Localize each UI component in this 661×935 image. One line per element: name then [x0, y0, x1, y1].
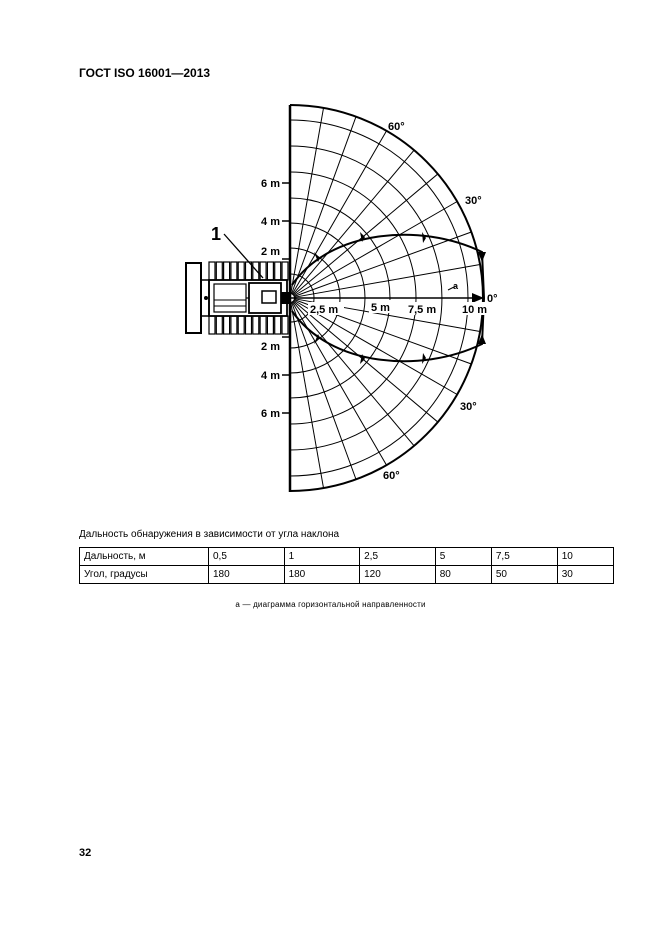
distance-label: 4 m: [261, 216, 280, 228]
track-link: [246, 316, 252, 334]
track-link: [231, 262, 237, 280]
distance-label: 6 m: [261, 408, 280, 420]
table-cell: 10: [557, 548, 613, 566]
table-cell: 120: [360, 566, 436, 584]
grid-ray: [291, 302, 356, 480]
grid-ray: [291, 117, 356, 295]
table-row: [80, 566, 614, 584]
track-link: [275, 262, 281, 280]
range-labels: [308, 300, 488, 316]
track-link: [209, 262, 215, 280]
track-link: [282, 316, 288, 334]
range-label: 7,5 m: [408, 304, 437, 316]
angle-labels: [383, 121, 498, 482]
grid-ray: [291, 108, 324, 294]
track-link: [275, 316, 281, 334]
angle-label: 30°: [460, 401, 477, 413]
track-link: [267, 316, 273, 334]
range-label: 10 m: [462, 304, 488, 316]
row-header: Дальность, м: [80, 548, 209, 566]
track-link: [224, 262, 230, 280]
page-number: 32: [79, 847, 92, 859]
range-label: 2,5 m: [310, 304, 339, 316]
track-link: [282, 262, 288, 280]
row-header: Угол, градусы: [80, 566, 209, 584]
callout-1-label: 1: [211, 224, 222, 244]
distance-label: 2 m: [261, 341, 280, 353]
track-link: [216, 262, 222, 280]
track-link: [224, 316, 230, 334]
angle-label: 0°: [487, 293, 498, 305]
track-link: [238, 316, 244, 334]
figure-footnote: а — диаграмма горизонтальной направленности: [235, 600, 426, 609]
table-cell: 1: [284, 548, 360, 566]
table-cell: 5: [435, 548, 491, 566]
callout-a-label: a: [453, 281, 459, 291]
table-cell: 80: [435, 566, 491, 584]
track-link: [253, 316, 259, 334]
track-link: [216, 316, 222, 334]
table-cell: 2,5: [360, 548, 436, 566]
range-label: 5 m: [371, 302, 390, 314]
track-link: [267, 262, 273, 280]
table-cell: 180: [209, 566, 285, 584]
distance-label: 2 m: [261, 246, 280, 258]
track-link: [238, 262, 244, 280]
machine-drawing: [186, 262, 289, 334]
table-cell: 50: [491, 566, 557, 584]
angle-label: 60°: [388, 121, 405, 133]
document-header: ГОСТ ISO 16001—2013: [79, 66, 211, 80]
grid-ray: [293, 150, 414, 295]
track-link: [231, 316, 237, 334]
left-distance-labels: [261, 178, 280, 420]
table-cell: 0,5: [209, 548, 285, 566]
distance-label: 6 m: [261, 178, 280, 190]
angle-label: 30°: [465, 195, 482, 207]
table-cell: 30: [557, 566, 613, 584]
table-cell: 7,5: [491, 548, 557, 566]
detection-range-table: [79, 547, 614, 584]
track-link: [253, 262, 259, 280]
track-link: [209, 316, 215, 334]
track-link: [260, 316, 266, 334]
table-cell: 180: [284, 566, 360, 584]
table-caption: Дальность обнаружения в зависимости от угла наклона: [79, 529, 340, 540]
angle-label: 60°: [383, 470, 400, 482]
grid-ray: [293, 301, 414, 446]
table-row: [80, 548, 614, 566]
grid-ray: [294, 232, 472, 297]
grid-ray: [291, 302, 324, 488]
distance-label: 4 m: [261, 370, 280, 382]
